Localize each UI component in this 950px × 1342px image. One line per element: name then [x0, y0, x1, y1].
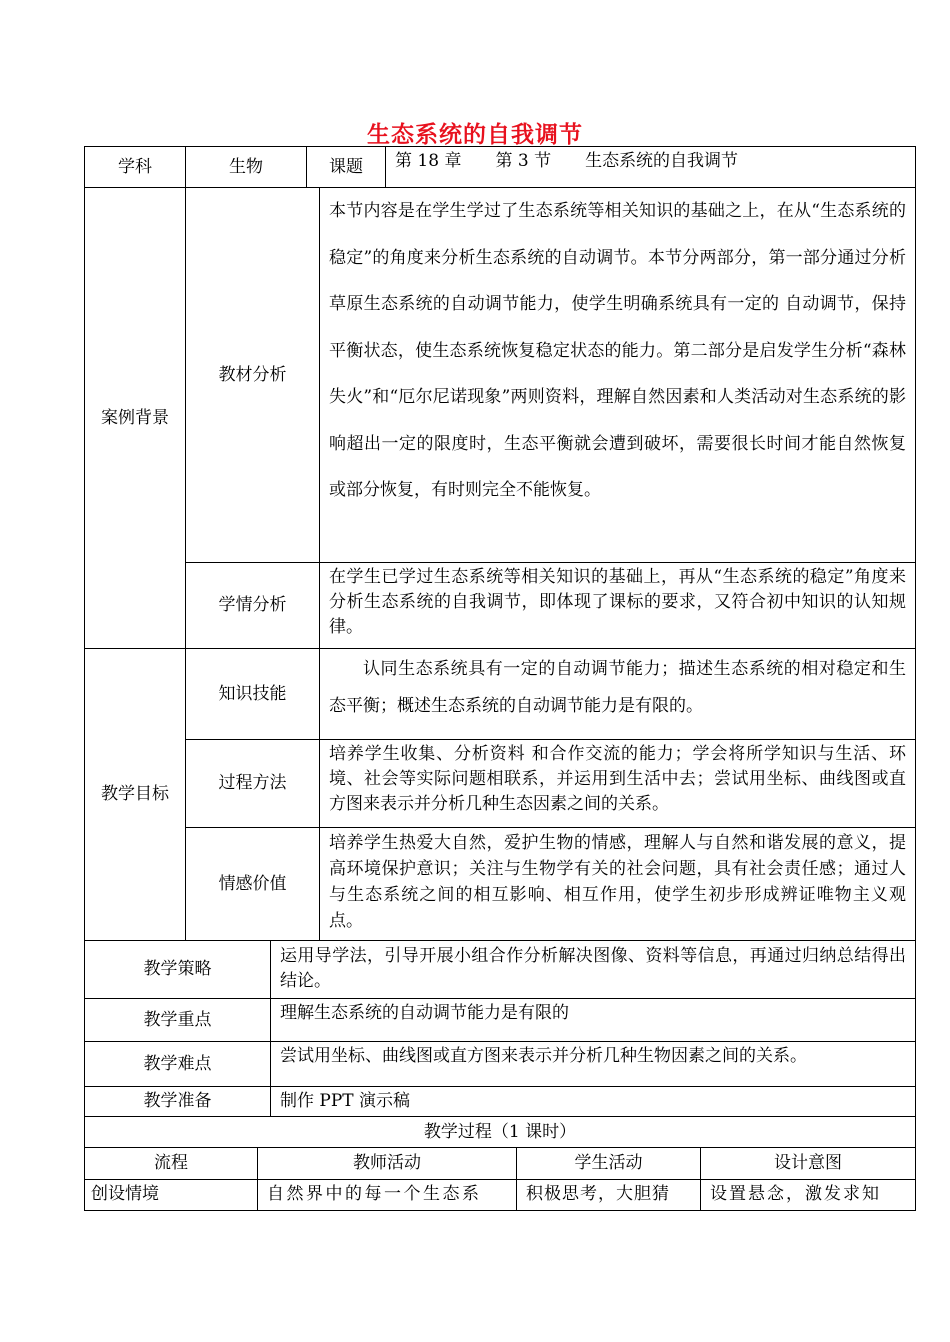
emotion-value-text: 培养学生热爱大自然，爱护生物的情感，理解人与自然和谐发展的意义，提高环境保护意识；关注与生物学有关的社会问题，具有社会责任感；通过人与生态系统之间的相互影响、相互作用，使学生初步形成辨证唯物主义观点。 — [319, 827, 916, 941]
process-method-label: 过程方法 — [185, 739, 320, 828]
topic-value: 第 18 章 第 3 节 生态系统的自我调节 — [385, 146, 916, 188]
knowledge-skill-text: 认同生态系统具有一定的自动调节能力；描述生态系统的相对稳定和生态平衡；概述生态系统的自动调节能力是有限的。 — [319, 648, 916, 740]
table-row-design: 设置悬念，激发求知 — [700, 1179, 916, 1211]
strategy-text: 运用导学法，引导开展小组合作分析解决图像、资料等信息，再通过归纳总结得出结论。 — [270, 940, 916, 999]
table-row-teacher: 自然界中的每一个生态系 — [257, 1179, 517, 1211]
background-label: 案例背景 — [84, 187, 186, 649]
subject-value: 生物 — [185, 146, 307, 188]
column-header-student: 学生活动 — [516, 1147, 701, 1180]
strategy-label: 教学策略 — [84, 940, 271, 999]
table-row-student: 积极思考，大胆猜 — [516, 1179, 701, 1211]
key-point-text: 理解生态系统的自动调节能力是有限的 — [270, 998, 916, 1042]
column-header-design: 设计意图 — [700, 1147, 916, 1180]
subject-label: 学科 — [84, 146, 186, 188]
topic-label: 课题 — [306, 146, 386, 188]
table-row-flow: 创设情境 — [84, 1179, 258, 1211]
preparation-label: 教学准备 — [84, 1086, 271, 1117]
textbook-analysis-text: 本节内容是在学生学过了生态系统等相关知识的基础之上，在从“生态系统的稳定”的角度来分析生态系统的自动调节。本节分两部分，第一部分通过分析草原生态系统的自动调节能力，使学生明确系统具有一定的 自动调节，保持平衡状态，使生态系统恢复稳定状态的能力。第二部分是启发学生分析“森林失火”和“厄尔尼诺现象”两则资料，理解自然因素和人类活动对生态系统的影响超出一定的限度时，生态平衡就会遭到破坏，需要很长时间才能自然恢复或部分恢复，有时则完全不能恢复。 — [319, 187, 916, 563]
column-header-teacher: 教师活动 — [257, 1147, 517, 1180]
difficulty-label: 教学难点 — [84, 1041, 271, 1087]
objectives-label: 教学目标 — [84, 648, 186, 941]
learner-analysis-label: 学情分析 — [185, 562, 320, 649]
process-method-text: 培养学生收集、分析资料 和合作交流的能力；学会将所学知识与生活、环境、社会等实际问题相联系，并运用到生活中去；尝试用坐标、曲线图或直方图来表示并分析几种生态因素之间的关系。 — [319, 739, 916, 828]
emotion-value-label: 情感价值 — [185, 827, 320, 941]
document-title: 生态系统的自我调节 — [367, 122, 583, 148]
learner-analysis-text: 在学生已学过生态系统等相关知识的基础上，再从“生态系统的稳定”角度来分析生态系统的自我调节，即体现了课标的要求，又符合初中知识的认知规律。 — [319, 562, 916, 649]
difficulty-text: 尝试用坐标、曲线图或直方图来表示并分析几种生物因素之间的关系。 — [270, 1041, 916, 1087]
column-header-flow: 流程 — [84, 1147, 258, 1180]
preparation-text: 制作 PPT 演示稿 — [270, 1086, 916, 1117]
key-point-label: 教学重点 — [84, 998, 271, 1042]
knowledge-skill-label: 知识技能 — [185, 648, 320, 740]
textbook-analysis-label: 教材分析 — [185, 187, 320, 563]
process-title: 教学过程（1 课时） — [84, 1116, 916, 1148]
